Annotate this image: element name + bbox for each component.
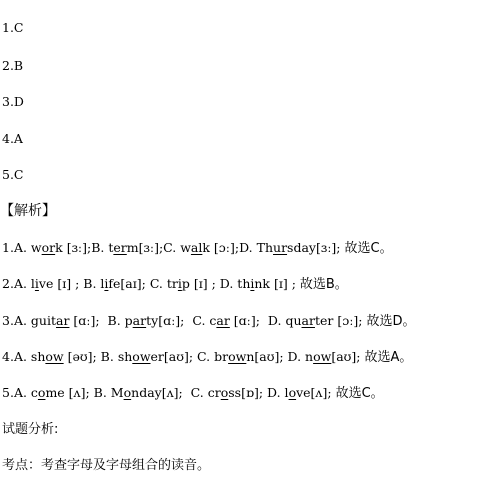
explanation-text: A. l [13,276,35,291]
answer-line: 2.B [2,58,24,73]
underlined-letters: ar [301,313,315,328]
underlined-letters: i [177,276,182,291]
explanation-line [2,276,348,293]
explanation-number: 4. [2,349,14,364]
explanation-line [2,240,393,257]
explanation-text: A. guit [13,313,56,328]
explanation-text: [aʊ]; [331,349,365,364]
explanation-text: er[aʊ]; C. br [150,349,229,364]
explanation-text: k [ɜː];B. t [55,240,114,255]
underlined-letters: ow [228,349,247,364]
underlined-letters: ar [216,313,230,328]
underlined-letters: ur [273,240,288,255]
underlined-letters: ar [56,313,70,328]
explanation-line [2,313,416,330]
explanation-line [2,385,384,402]
explanation-text: [əʊ]; B. sh [63,349,133,364]
explanation-text: w [30,240,42,255]
explanation-text: fe[aɪ]; C. tr [108,276,178,291]
explanation-number: 5. [2,385,14,400]
answer-line: 3.D [2,94,24,109]
explanation-line [2,349,412,366]
explanation-text: A. c [13,385,38,400]
answer-line: 5.C [2,167,24,182]
underlined-letters: ow [132,349,151,364]
underlined-letters: al [190,240,203,255]
explanation-text: ty[ɑː]; C. c [146,313,217,328]
explanation-text: nday[ʌ]; C. cr [131,385,221,400]
explanation-text: [ɑː]; D. qu [229,313,302,328]
underlined-letters: er [113,240,127,255]
explanation-text: [ɑː]; B. p [69,313,133,328]
explanation-text: me [ʌ]; B. M [45,385,124,400]
explanation-text: nk [ɪ] ; [254,276,300,291]
choice-conclusion: 故选B。 [299,277,348,292]
choice-conclusion: 故选C。 [344,241,393,256]
explanation-number: 3. [2,313,14,328]
explanation-text: sday[ɜː]; [287,240,345,255]
choice-conclusion: 故选D。 [366,314,416,329]
underlined-letters: o [37,385,46,400]
underlined-letters: i [250,276,255,291]
explanation-text: m[ɜː];C. w [126,240,191,255]
section-title: 【解析】 [0,203,56,219]
explanation-text: ter [ɔː]; [314,313,367,328]
answer-line: 1.C [2,20,24,35]
underlined-letters: o [123,385,132,400]
explanation-number: 2. [2,276,14,291]
explanation-text: ve[ʌ]; [296,385,336,400]
answer-line: 4.A [2,131,23,146]
explanation-text: p [ɪ] ; D. th [181,276,251,291]
underlined-letters: ow [45,349,64,364]
explanation-text: A. [13,240,31,255]
kaodian-line: 考点：考查字母及字母组合的读音。 [2,458,211,473]
underlined-letters: o [288,385,297,400]
explanation-text: k [ɔː];D. Th [202,240,274,255]
analysis-label: 试题分析: [2,422,59,437]
underlined-letters: or [41,240,56,255]
underlined-letters: ow [313,349,332,364]
explanation-text: A. sh [13,349,46,364]
underlined-letters: i [104,276,109,291]
underlined-letters: i [34,276,39,291]
choice-conclusion: 故选C。 [335,386,384,401]
explanation-text: n[aʊ]; D. n [246,349,314,364]
explanation-text: ss[ɒ]; D. l [228,385,289,400]
underlined-letters: o [220,385,229,400]
underlined-letters: ar [132,313,147,328]
choice-conclusion: 故选A。 [364,350,413,365]
explanation-text: ve [ɪ] ; B. l [38,276,105,291]
explanation-number: 1. [2,240,14,255]
